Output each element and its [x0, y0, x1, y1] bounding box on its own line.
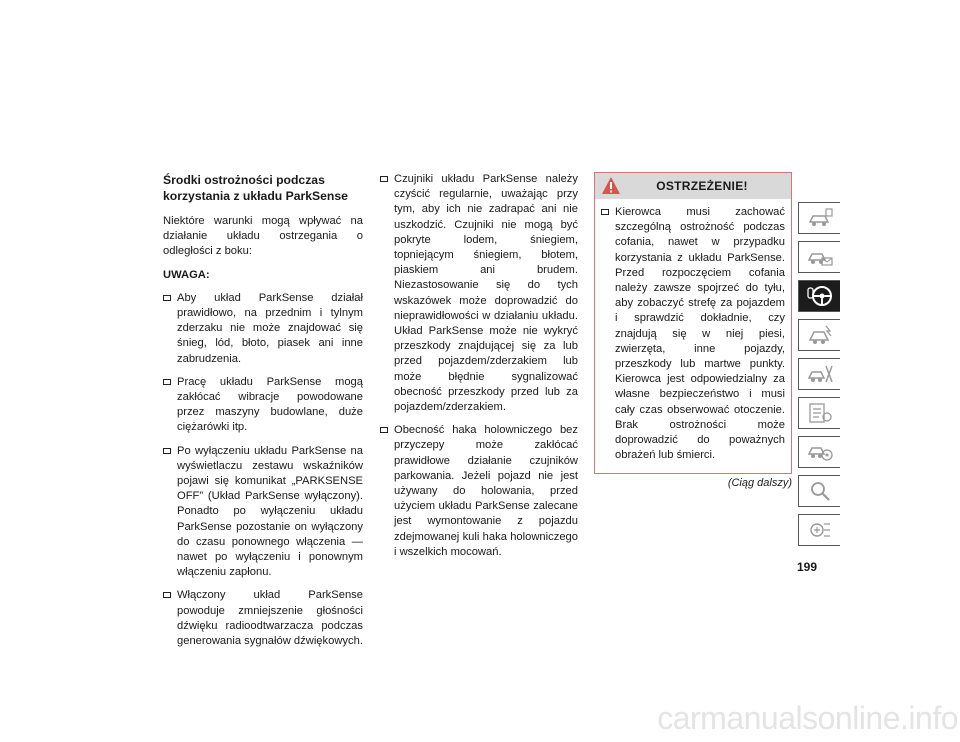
steering-wheel-icon — [806, 284, 834, 308]
car-crash-icon — [806, 323, 834, 347]
bullet-square-icon — [380, 176, 388, 182]
maintenance-list-icon — [806, 401, 834, 425]
left-column — [163, 172, 363, 657]
list-item: Po wyłączeniu układu ParkSense na wyświetlaczu zestawu wskaźników pojawi się komunikat „PARKSENSE OFF” (Układ ParkSense wyłączony). Ponadto po wyłączeniu układu ParkSense pozostanie on wyłączony do czasu ponownego włączenia — nawet po wyłączeniu i ponownym włączeniu zapłonu. — [163, 444, 363, 581]
list-item: Włączony układ ParkSense powoduje zmniejszenie głośności dźwięku radioodtwarzacza podczas generowania sygnałów dźwiękowych. — [163, 588, 363, 649]
tab-car-specs[interactable] — [798, 436, 840, 468]
list-item: Pracę układu ParkSense mogą zakłócać wibracje powodowane przez maszyny budowlane, duże ciężarówki itp. — [163, 375, 363, 436]
chapter-tabs — [798, 202, 840, 553]
bullet-square-icon — [163, 379, 171, 385]
middle-column — [380, 172, 578, 568]
bullet-square-icon — [380, 427, 388, 433]
continued-note: (Ciąg dalszy) — [727, 477, 792, 490]
page-number: 199 — [797, 560, 818, 574]
bullet-square-icon — [163, 592, 171, 598]
tab-car-mail[interactable] — [798, 241, 840, 273]
tab-steering-wheel[interactable] — [798, 280, 840, 312]
warning-text: Kierowca musi zachować szczególną ostrożność podczas cofania, nawet w przypadku korzystania z układu ParkSense. Przed rozpoczęciem cofania należy zawsze spojrzeć do tyłu, aby zobaczyć strefę za pojazdem i sprawdzić dokładnie, czy znajdują się w niej piesi, zwierzęta, inne pojazdy, przeszkody lub martwe punkty. Kierowca jest odpowiedzialny za własne bezpieczeństwo i musi cały czas obserwować otoczenie. Brak ostrożności może doprowadzić do poważnych obrażeń lub śmierci. — [601, 205, 785, 463]
bullet-square-icon — [163, 448, 171, 454]
warning-header — [595, 173, 791, 199]
intro-paragraph: Niektóre warunki mogą wpływać na działanie układu ostrzegania o odległości z boku: — [163, 215, 363, 258]
car-info-icon — [806, 206, 834, 230]
list-item: Czujniki układu ParkSense należy czyścić regularnie, uważając przy tym, aby ich nie zadrapać ani nie uszkodzić. Czujniki nie mogą być pokryte lodem, śniegiem, topniejącym śniegiem, błotem, piaskiem ani brudem. Niezastosowanie się do tych wskazówek może doprowadzić do nieprawidłowości w działaniu układu. Układ ParkSense może nie wykryć przeszkody znajdującej się za lub przed pojazdem/zderzakiem lub może błędnie sygnalizować obecność przeszkody przed lub za pojazdem/zderzakiem. — [380, 172, 578, 415]
car-mail-icon — [806, 245, 834, 269]
list-item: Obecność haka holowniczego bez przyczepy może zakłócać prawidłowe działanie czujników parkowania. Jeżeli pojazd nie jest używany do holowania, przed użyciem układu ParkSense zalecane jest wymontowanie z pojazdu zdejmowanej kuli haka holowniczego i wszelkich mocowań. — [380, 423, 578, 560]
warning-box — [594, 172, 792, 474]
list-item: Aby układ ParkSense działał prawidłowo, na przednim i tylnym zderzaku nie może znajdować się śnieg, lód, błoto, piasek ani inne zabrudzenia. — [163, 291, 363, 367]
tab-maintenance[interactable] — [798, 397, 840, 429]
heading-line-1: Środki ostrożności podczas — [163, 173, 325, 187]
heading-line-2: korzystania z układu ParkSense — [163, 189, 348, 203]
magnifier-icon — [806, 479, 834, 503]
note-label: UWAGA: — [163, 268, 210, 281]
warning-title: OSTRZEŻENIE! — [656, 179, 748, 193]
tab-car-info[interactable] — [798, 202, 840, 234]
tab-multimedia[interactable] — [798, 514, 840, 546]
bullet-square-icon — [601, 209, 609, 215]
right-column — [594, 172, 792, 492]
tab-car-tools[interactable] — [798, 358, 840, 390]
section-heading — [163, 172, 363, 204]
multimedia-icon — [806, 518, 834, 542]
tab-car-crash[interactable] — [798, 319, 840, 351]
car-tools-icon — [806, 362, 834, 386]
bullet-square-icon — [163, 295, 171, 301]
car-specs-icon — [806, 440, 834, 464]
watermark: carmanualsonline.info — [657, 700, 958, 736]
tab-search[interactable] — [798, 475, 840, 507]
